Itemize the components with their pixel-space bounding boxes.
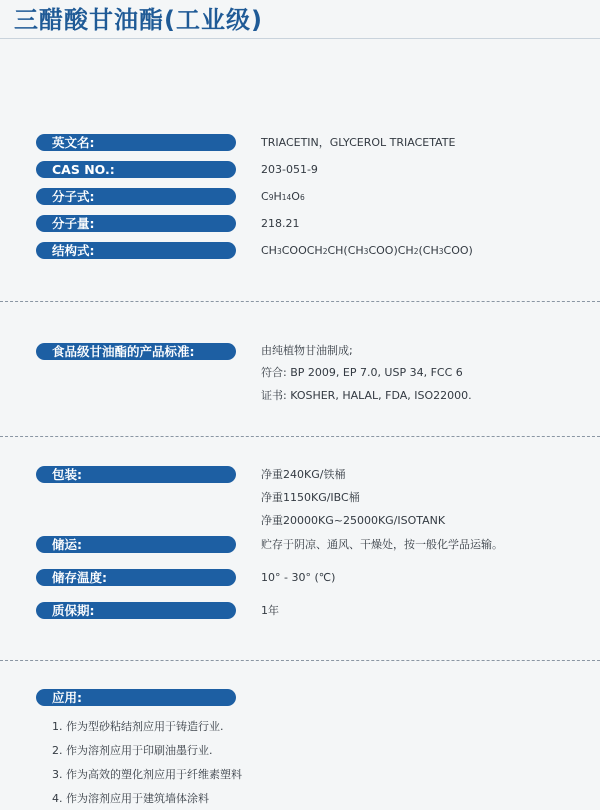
label-storage-temperature: 储存温度: (36, 569, 236, 586)
application-item: 4. 作为溶剂应用于建筑墙体涂料 (52, 792, 209, 805)
formula-subscript: 14 (281, 193, 292, 202)
structure-subscript: 3 (276, 247, 282, 256)
label-food-grade-standard: 食品级甘油酯的产品标准: (36, 343, 236, 360)
formula-part: O (291, 190, 300, 203)
standard-line: 证书: KOSHER, HALAL, FDA, ISO22000. (261, 389, 472, 402)
packaging-line: 净重1150KG/IBC桶 (261, 491, 360, 504)
title-divider (0, 38, 600, 39)
label-structural-formula: 结构式: (36, 242, 236, 259)
standard-line: 符合: BP 2009, EP 7.0, USP 34, FCC 6 (261, 366, 463, 379)
label-shelf-life: 质保期: (36, 602, 236, 619)
formula-part: H (273, 190, 282, 203)
formula-subscript: 6 (299, 193, 305, 202)
structure-subscript: 2 (413, 247, 419, 256)
value-cas-no: 203-051-9 (261, 163, 318, 176)
value-storage-temperature: 10° - 30° (℃) (261, 571, 336, 584)
label-packaging: 包装: (36, 466, 236, 483)
formula-subscript: 9 (268, 193, 274, 202)
formula-part: C (261, 190, 269, 203)
label-english-name: 英文名: (36, 134, 236, 151)
value-molecular-weight: 218.21 (261, 217, 300, 230)
value-storage-transport: 贮存于阴凉、通风、干燥处，按一般化学品运输。 (261, 538, 503, 551)
page-title: 三醋酸甘油酯(工业级) (14, 6, 263, 34)
label-molecular-weight: 分子量: (36, 215, 236, 232)
section-divider (0, 660, 600, 661)
label-applications: 应用: (36, 689, 236, 706)
structure-subscript: 2 (322, 247, 328, 256)
packaging-line: 净重240KG/铁桶 (261, 468, 346, 481)
structure-part: COO)CH (368, 244, 414, 257)
label-cas-no: CAS NO.: (36, 161, 236, 178)
structure-part: COO) (443, 244, 473, 257)
label-storage-transport: 储运: (36, 536, 236, 553)
section-divider (0, 301, 600, 302)
label-molecular-formula: 分子式: (36, 188, 236, 205)
value-structural-formula (261, 244, 473, 259)
structure-part: COOCH (281, 244, 323, 257)
application-item: 1. 作为型砂粘结剂应用于铸造行业. (52, 720, 224, 733)
structure-part: CH(CH (327, 244, 364, 257)
value-english-name: TRIACETIN，GLYCEROL TRIACETATE (261, 136, 456, 149)
value-shelf-life: 1年 (261, 604, 279, 617)
structure-subscript: 3 (363, 247, 369, 256)
section-divider (0, 436, 600, 437)
application-item: 2. 作为溶剂应用于印刷油墨行业. (52, 744, 213, 757)
value-molecular-formula (261, 190, 305, 205)
application-item: 3. 作为高效的塑化剂应用于纤维素塑料 (52, 768, 242, 781)
packaging-line: 净重20000KG~25000KG/ISOTANK (261, 514, 446, 527)
structure-subscript: 3 (438, 247, 444, 256)
standard-line: 由纯植物甘油制成; (261, 344, 353, 357)
structure-part: CH (261, 244, 277, 257)
structure-part: (CH (418, 244, 439, 257)
